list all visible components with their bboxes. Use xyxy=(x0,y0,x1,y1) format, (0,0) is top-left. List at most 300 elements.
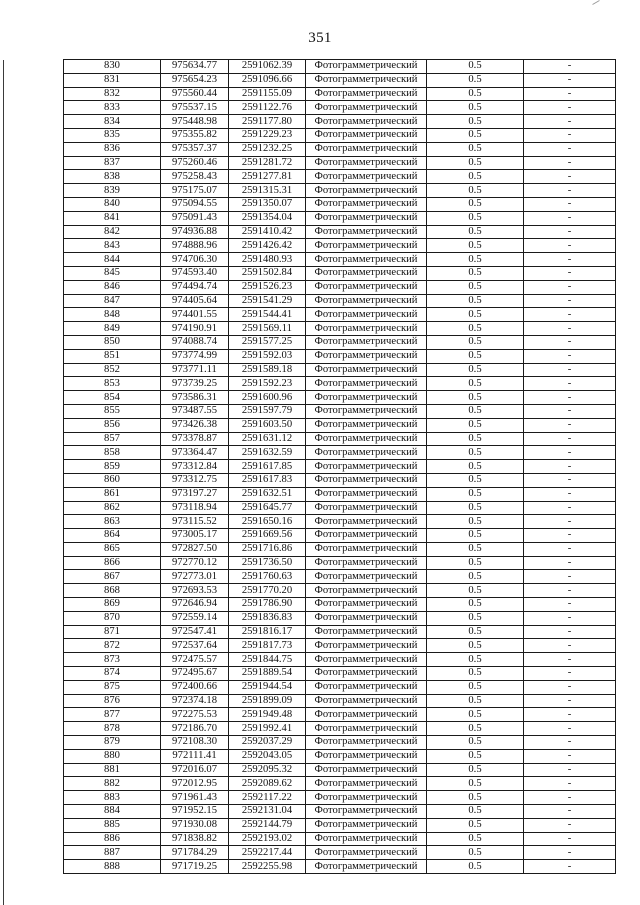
accuracy-cell: 0.5 xyxy=(427,115,524,129)
point-number-cell: 839 xyxy=(64,184,161,198)
y-coordinate-cell: 2592043.05 xyxy=(229,749,306,763)
x-coordinate-cell: 973118.94 xyxy=(161,501,229,515)
method-cell: Фотограмметрический xyxy=(306,818,427,832)
accuracy-cell: 0.5 xyxy=(427,308,524,322)
y-coordinate-cell: 2591889.54 xyxy=(229,667,306,681)
table-row xyxy=(64,128,616,142)
y-coordinate-cell: 2591760.63 xyxy=(229,570,306,584)
point-number-cell: 855 xyxy=(64,404,161,418)
accuracy-cell: 0.5 xyxy=(427,60,524,74)
x-coordinate-cell: 975560.44 xyxy=(161,87,229,101)
note-cell: - xyxy=(524,763,616,777)
method-cell: Фотограмметрический xyxy=(306,391,427,405)
method-cell: Фотограмметрический xyxy=(306,142,427,156)
table-row xyxy=(64,680,616,694)
table-row xyxy=(64,294,616,308)
y-coordinate-cell: 2592144.79 xyxy=(229,818,306,832)
table-row xyxy=(64,708,616,722)
x-coordinate-cell: 975654.23 xyxy=(161,73,229,87)
accuracy-cell: 0.5 xyxy=(427,736,524,750)
point-number-cell: 863 xyxy=(64,515,161,529)
y-coordinate-cell: 2591354.04 xyxy=(229,211,306,225)
note-cell: - xyxy=(524,115,616,129)
point-number-cell: 837 xyxy=(64,156,161,170)
point-number-cell: 885 xyxy=(64,818,161,832)
method-cell: Фотограмметрический xyxy=(306,363,427,377)
table-row xyxy=(64,763,616,777)
point-number-cell: 875 xyxy=(64,680,161,694)
method-cell: Фотограмметрический xyxy=(306,404,427,418)
table-row xyxy=(64,542,616,556)
x-coordinate-cell: 975537.15 xyxy=(161,101,229,115)
method-cell: Фотограмметрический xyxy=(306,115,427,129)
table-row xyxy=(64,239,616,253)
table-row xyxy=(64,736,616,750)
accuracy-cell: 0.5 xyxy=(427,184,524,198)
x-coordinate-cell: 972773.01 xyxy=(161,570,229,584)
stray-mark xyxy=(592,0,599,5)
accuracy-cell: 0.5 xyxy=(427,377,524,391)
x-coordinate-cell: 973739.25 xyxy=(161,377,229,391)
table-row xyxy=(64,501,616,515)
point-number-cell: 888 xyxy=(64,860,161,874)
note-cell: - xyxy=(524,322,616,336)
accuracy-cell: 0.5 xyxy=(427,653,524,667)
method-cell: Фотограмметрический xyxy=(306,542,427,556)
x-coordinate-cell: 973312.75 xyxy=(161,473,229,487)
x-coordinate-cell: 973771.11 xyxy=(161,363,229,377)
x-coordinate-cell: 974706.30 xyxy=(161,253,229,267)
scan-edge-line xyxy=(3,60,4,905)
y-coordinate-cell: 2591592.23 xyxy=(229,377,306,391)
note-cell: - xyxy=(524,266,616,280)
point-number-cell: 870 xyxy=(64,611,161,625)
table-row xyxy=(64,253,616,267)
accuracy-cell: 0.5 xyxy=(427,170,524,184)
method-cell: Фотограмметрический xyxy=(306,860,427,874)
method-cell: Фотограмметрический xyxy=(306,487,427,501)
y-coordinate-cell: 2591617.83 xyxy=(229,473,306,487)
y-coordinate-cell: 2591577.25 xyxy=(229,335,306,349)
table-row xyxy=(64,473,616,487)
point-number-cell: 874 xyxy=(64,667,161,681)
note-cell: - xyxy=(524,818,616,832)
accuracy-cell: 0.5 xyxy=(427,680,524,694)
point-number-cell: 886 xyxy=(64,832,161,846)
accuracy-cell: 0.5 xyxy=(427,280,524,294)
y-coordinate-cell: 2591541.29 xyxy=(229,294,306,308)
table-row xyxy=(64,791,616,805)
y-coordinate-cell: 2592117.22 xyxy=(229,791,306,805)
note-cell: - xyxy=(524,184,616,198)
x-coordinate-cell: 975355.82 xyxy=(161,128,229,142)
accuracy-cell: 0.5 xyxy=(427,625,524,639)
coordinates-table-body xyxy=(64,60,616,874)
accuracy-cell: 0.5 xyxy=(427,570,524,584)
accuracy-cell: 0.5 xyxy=(427,460,524,474)
point-number-cell: 856 xyxy=(64,418,161,432)
table-row xyxy=(64,142,616,156)
x-coordinate-cell: 972646.94 xyxy=(161,598,229,612)
point-number-cell: 879 xyxy=(64,736,161,750)
accuracy-cell: 0.5 xyxy=(427,156,524,170)
note-cell: - xyxy=(524,128,616,142)
table-row xyxy=(64,570,616,584)
point-number-cell: 878 xyxy=(64,722,161,736)
accuracy-cell: 0.5 xyxy=(427,860,524,874)
method-cell: Фотограмметрический xyxy=(306,777,427,791)
x-coordinate-cell: 972400.66 xyxy=(161,680,229,694)
method-cell: Фотограмметрический xyxy=(306,432,427,446)
note-cell: - xyxy=(524,473,616,487)
accuracy-cell: 0.5 xyxy=(427,501,524,515)
point-number-cell: 866 xyxy=(64,556,161,570)
point-number-cell: 831 xyxy=(64,73,161,87)
point-number-cell: 860 xyxy=(64,473,161,487)
point-number-cell: 853 xyxy=(64,377,161,391)
note-cell: - xyxy=(524,142,616,156)
coordinates-table xyxy=(63,59,616,874)
method-cell: Фотограмметрический xyxy=(306,763,427,777)
note-cell: - xyxy=(524,791,616,805)
note-cell: - xyxy=(524,446,616,460)
y-coordinate-cell: 2591426.42 xyxy=(229,239,306,253)
method-cell: Фотограмметрический xyxy=(306,60,427,74)
note-cell: - xyxy=(524,253,616,267)
point-number-cell: 873 xyxy=(64,653,161,667)
y-coordinate-cell: 2591229.23 xyxy=(229,128,306,142)
x-coordinate-cell: 974405.64 xyxy=(161,294,229,308)
y-coordinate-cell: 2591632.59 xyxy=(229,446,306,460)
table-row xyxy=(64,749,616,763)
y-coordinate-cell: 2591949.48 xyxy=(229,708,306,722)
y-coordinate-cell: 2591669.56 xyxy=(229,529,306,543)
note-cell: - xyxy=(524,667,616,681)
point-number-cell: 864 xyxy=(64,529,161,543)
note-cell: - xyxy=(524,639,616,653)
point-number-cell: 849 xyxy=(64,322,161,336)
method-cell: Фотограмметрический xyxy=(306,349,427,363)
table-row xyxy=(64,529,616,543)
note-cell: - xyxy=(524,556,616,570)
y-coordinate-cell: 2591544.41 xyxy=(229,308,306,322)
note-cell: - xyxy=(524,722,616,736)
table-row xyxy=(64,115,616,129)
point-number-cell: 841 xyxy=(64,211,161,225)
y-coordinate-cell: 2591844.75 xyxy=(229,653,306,667)
method-cell: Фотограмметрический xyxy=(306,460,427,474)
accuracy-cell: 0.5 xyxy=(427,667,524,681)
method-cell: Фотограмметрический xyxy=(306,708,427,722)
note-cell: - xyxy=(524,611,616,625)
point-number-cell: 850 xyxy=(64,335,161,349)
accuracy-cell: 0.5 xyxy=(427,211,524,225)
y-coordinate-cell: 2592193.02 xyxy=(229,832,306,846)
y-coordinate-cell: 2591736.50 xyxy=(229,556,306,570)
method-cell: Фотограмметрический xyxy=(306,791,427,805)
note-cell: - xyxy=(524,225,616,239)
table-row xyxy=(64,639,616,653)
x-coordinate-cell: 973586.31 xyxy=(161,391,229,405)
method-cell: Фотограмметрический xyxy=(306,611,427,625)
y-coordinate-cell: 2591096.66 xyxy=(229,73,306,87)
note-cell: - xyxy=(524,515,616,529)
note-cell: - xyxy=(524,211,616,225)
table-row xyxy=(64,722,616,736)
y-coordinate-cell: 2591281.72 xyxy=(229,156,306,170)
note-cell: - xyxy=(524,694,616,708)
accuracy-cell: 0.5 xyxy=(427,197,524,211)
x-coordinate-cell: 975258.43 xyxy=(161,170,229,184)
note-cell: - xyxy=(524,832,616,846)
point-number-cell: 857 xyxy=(64,432,161,446)
table-row xyxy=(64,556,616,570)
accuracy-cell: 0.5 xyxy=(427,598,524,612)
accuracy-cell: 0.5 xyxy=(427,529,524,543)
point-number-cell: 842 xyxy=(64,225,161,239)
accuracy-cell: 0.5 xyxy=(427,846,524,860)
method-cell: Фотограмметрический xyxy=(306,418,427,432)
y-coordinate-cell: 2592037.29 xyxy=(229,736,306,750)
table-row xyxy=(64,805,616,819)
point-number-cell: 846 xyxy=(64,280,161,294)
y-coordinate-cell: 2591770.20 xyxy=(229,584,306,598)
point-number-cell: 854 xyxy=(64,391,161,405)
table-row xyxy=(64,625,616,639)
method-cell: Фотограмметрический xyxy=(306,653,427,667)
x-coordinate-cell: 972827.50 xyxy=(161,542,229,556)
y-coordinate-cell: 2592131.04 xyxy=(229,805,306,819)
table-row xyxy=(64,211,616,225)
y-coordinate-cell: 2591617.85 xyxy=(229,460,306,474)
point-number-cell: 840 xyxy=(64,197,161,211)
method-cell: Фотограмметрический xyxy=(306,736,427,750)
y-coordinate-cell: 2591816.17 xyxy=(229,625,306,639)
note-cell: - xyxy=(524,280,616,294)
point-number-cell: 852 xyxy=(64,363,161,377)
x-coordinate-cell: 974494.74 xyxy=(161,280,229,294)
x-coordinate-cell: 972108.30 xyxy=(161,736,229,750)
method-cell: Фотограмметрический xyxy=(306,184,427,198)
table-row xyxy=(64,667,616,681)
point-number-cell: 851 xyxy=(64,349,161,363)
x-coordinate-cell: 973378.87 xyxy=(161,432,229,446)
note-cell: - xyxy=(524,805,616,819)
x-coordinate-cell: 971784.29 xyxy=(161,846,229,860)
y-coordinate-cell: 2591277.81 xyxy=(229,170,306,184)
point-number-cell: 880 xyxy=(64,749,161,763)
point-number-cell: 881 xyxy=(64,763,161,777)
accuracy-cell: 0.5 xyxy=(427,432,524,446)
accuracy-cell: 0.5 xyxy=(427,253,524,267)
method-cell: Фотограмметрический xyxy=(306,556,427,570)
table-row xyxy=(64,101,616,115)
x-coordinate-cell: 971838.82 xyxy=(161,832,229,846)
accuracy-cell: 0.5 xyxy=(427,87,524,101)
y-coordinate-cell: 2591899.09 xyxy=(229,694,306,708)
y-coordinate-cell: 2591569.11 xyxy=(229,322,306,336)
accuracy-cell: 0.5 xyxy=(427,349,524,363)
note-cell: - xyxy=(524,460,616,474)
method-cell: Фотограмметрический xyxy=(306,515,427,529)
method-cell: Фотограмметрический xyxy=(306,584,427,598)
point-number-cell: 838 xyxy=(64,170,161,184)
x-coordinate-cell: 971961.43 xyxy=(161,791,229,805)
accuracy-cell: 0.5 xyxy=(427,777,524,791)
method-cell: Фотограмметрический xyxy=(306,529,427,543)
note-cell: - xyxy=(524,87,616,101)
x-coordinate-cell: 973774.99 xyxy=(161,349,229,363)
x-coordinate-cell: 972016.07 xyxy=(161,763,229,777)
x-coordinate-cell: 973426.38 xyxy=(161,418,229,432)
note-cell: - xyxy=(524,570,616,584)
note-cell: - xyxy=(524,60,616,74)
y-coordinate-cell: 2591062.39 xyxy=(229,60,306,74)
table-row xyxy=(64,391,616,405)
note-cell: - xyxy=(524,197,616,211)
note-cell: - xyxy=(524,708,616,722)
y-coordinate-cell: 2591155.09 xyxy=(229,87,306,101)
method-cell: Фотограмметрический xyxy=(306,211,427,225)
table-row xyxy=(64,377,616,391)
method-cell: Фотограмметрический xyxy=(306,639,427,653)
table-row xyxy=(64,60,616,74)
accuracy-cell: 0.5 xyxy=(427,763,524,777)
table-row xyxy=(64,515,616,529)
x-coordinate-cell: 973364.47 xyxy=(161,446,229,460)
x-coordinate-cell: 975175.07 xyxy=(161,184,229,198)
method-cell: Фотограмметрический xyxy=(306,322,427,336)
x-coordinate-cell: 972111.41 xyxy=(161,749,229,763)
y-coordinate-cell: 2591315.31 xyxy=(229,184,306,198)
y-coordinate-cell: 2591836.83 xyxy=(229,611,306,625)
x-coordinate-cell: 972495.67 xyxy=(161,667,229,681)
point-number-cell: 868 xyxy=(64,584,161,598)
accuracy-cell: 0.5 xyxy=(427,487,524,501)
accuracy-cell: 0.5 xyxy=(427,73,524,87)
table-row xyxy=(64,446,616,460)
note-cell: - xyxy=(524,73,616,87)
method-cell: Фотограмметрический xyxy=(306,335,427,349)
accuracy-cell: 0.5 xyxy=(427,694,524,708)
y-coordinate-cell: 2591410.42 xyxy=(229,225,306,239)
method-cell: Фотограмметрический xyxy=(306,253,427,267)
table-row xyxy=(64,266,616,280)
table-row xyxy=(64,184,616,198)
point-number-cell: 883 xyxy=(64,791,161,805)
accuracy-cell: 0.5 xyxy=(427,128,524,142)
table-row xyxy=(64,818,616,832)
method-cell: Фотограмметрический xyxy=(306,225,427,239)
note-cell: - xyxy=(524,377,616,391)
note-cell: - xyxy=(524,542,616,556)
y-coordinate-cell: 2591526.23 xyxy=(229,280,306,294)
method-cell: Фотограмметрический xyxy=(306,598,427,612)
x-coordinate-cell: 974888.96 xyxy=(161,239,229,253)
method-cell: Фотограмметрический xyxy=(306,680,427,694)
accuracy-cell: 0.5 xyxy=(427,611,524,625)
method-cell: Фотограмметрический xyxy=(306,87,427,101)
y-coordinate-cell: 2591592.03 xyxy=(229,349,306,363)
method-cell: Фотограмметрический xyxy=(306,846,427,860)
x-coordinate-cell: 973005.17 xyxy=(161,529,229,543)
method-cell: Фотограмметрический xyxy=(306,280,427,294)
x-coordinate-cell: 975091.43 xyxy=(161,211,229,225)
x-coordinate-cell: 975094.55 xyxy=(161,197,229,211)
method-cell: Фотограмметрический xyxy=(306,101,427,115)
note-cell: - xyxy=(524,736,616,750)
point-number-cell: 830 xyxy=(64,60,161,74)
accuracy-cell: 0.5 xyxy=(427,791,524,805)
accuracy-cell: 0.5 xyxy=(427,335,524,349)
accuracy-cell: 0.5 xyxy=(427,722,524,736)
accuracy-cell: 0.5 xyxy=(427,239,524,253)
method-cell: Фотограмметрический xyxy=(306,722,427,736)
accuracy-cell: 0.5 xyxy=(427,818,524,832)
accuracy-cell: 0.5 xyxy=(427,322,524,336)
method-cell: Фотограмметрический xyxy=(306,197,427,211)
accuracy-cell: 0.5 xyxy=(427,749,524,763)
y-coordinate-cell: 2591232.25 xyxy=(229,142,306,156)
y-coordinate-cell: 2591992.41 xyxy=(229,722,306,736)
x-coordinate-cell: 975634.77 xyxy=(161,60,229,74)
method-cell: Фотограмметрический xyxy=(306,294,427,308)
y-coordinate-cell: 2592255.98 xyxy=(229,860,306,874)
x-coordinate-cell: 972186.70 xyxy=(161,722,229,736)
note-cell: - xyxy=(524,846,616,860)
note-cell: - xyxy=(524,418,616,432)
x-coordinate-cell: 972374.18 xyxy=(161,694,229,708)
method-cell: Фотограмметрический xyxy=(306,832,427,846)
x-coordinate-cell: 973197.27 xyxy=(161,487,229,501)
point-number-cell: 845 xyxy=(64,266,161,280)
page-number: 351 xyxy=(308,30,332,46)
x-coordinate-cell: 974088.74 xyxy=(161,335,229,349)
note-cell: - xyxy=(524,680,616,694)
accuracy-cell: 0.5 xyxy=(427,225,524,239)
x-coordinate-cell: 973312.84 xyxy=(161,460,229,474)
table-row xyxy=(64,335,616,349)
method-cell: Фотограмметрический xyxy=(306,667,427,681)
method-cell: Фотограмметрический xyxy=(306,377,427,391)
point-number-cell: 832 xyxy=(64,87,161,101)
accuracy-cell: 0.5 xyxy=(427,294,524,308)
method-cell: Фотограмметрический xyxy=(306,446,427,460)
method-cell: Фотограмметрический xyxy=(306,625,427,639)
x-coordinate-cell: 973115.52 xyxy=(161,515,229,529)
point-number-cell: 847 xyxy=(64,294,161,308)
table-row xyxy=(64,653,616,667)
note-cell: - xyxy=(524,101,616,115)
x-coordinate-cell: 972559.14 xyxy=(161,611,229,625)
table-row xyxy=(64,73,616,87)
x-coordinate-cell: 974401.55 xyxy=(161,308,229,322)
accuracy-cell: 0.5 xyxy=(427,805,524,819)
x-coordinate-cell: 974936.88 xyxy=(161,225,229,239)
table-row xyxy=(64,777,616,791)
table-row xyxy=(64,156,616,170)
point-number-cell: 876 xyxy=(64,694,161,708)
table-row xyxy=(64,694,616,708)
table-row xyxy=(64,87,616,101)
x-coordinate-cell: 975357.37 xyxy=(161,142,229,156)
method-cell: Фотограмметрический xyxy=(306,694,427,708)
y-coordinate-cell: 2591603.50 xyxy=(229,418,306,432)
y-coordinate-cell: 2591122.76 xyxy=(229,101,306,115)
y-coordinate-cell: 2591597.79 xyxy=(229,404,306,418)
y-coordinate-cell: 2592095.32 xyxy=(229,763,306,777)
note-cell: - xyxy=(524,584,616,598)
